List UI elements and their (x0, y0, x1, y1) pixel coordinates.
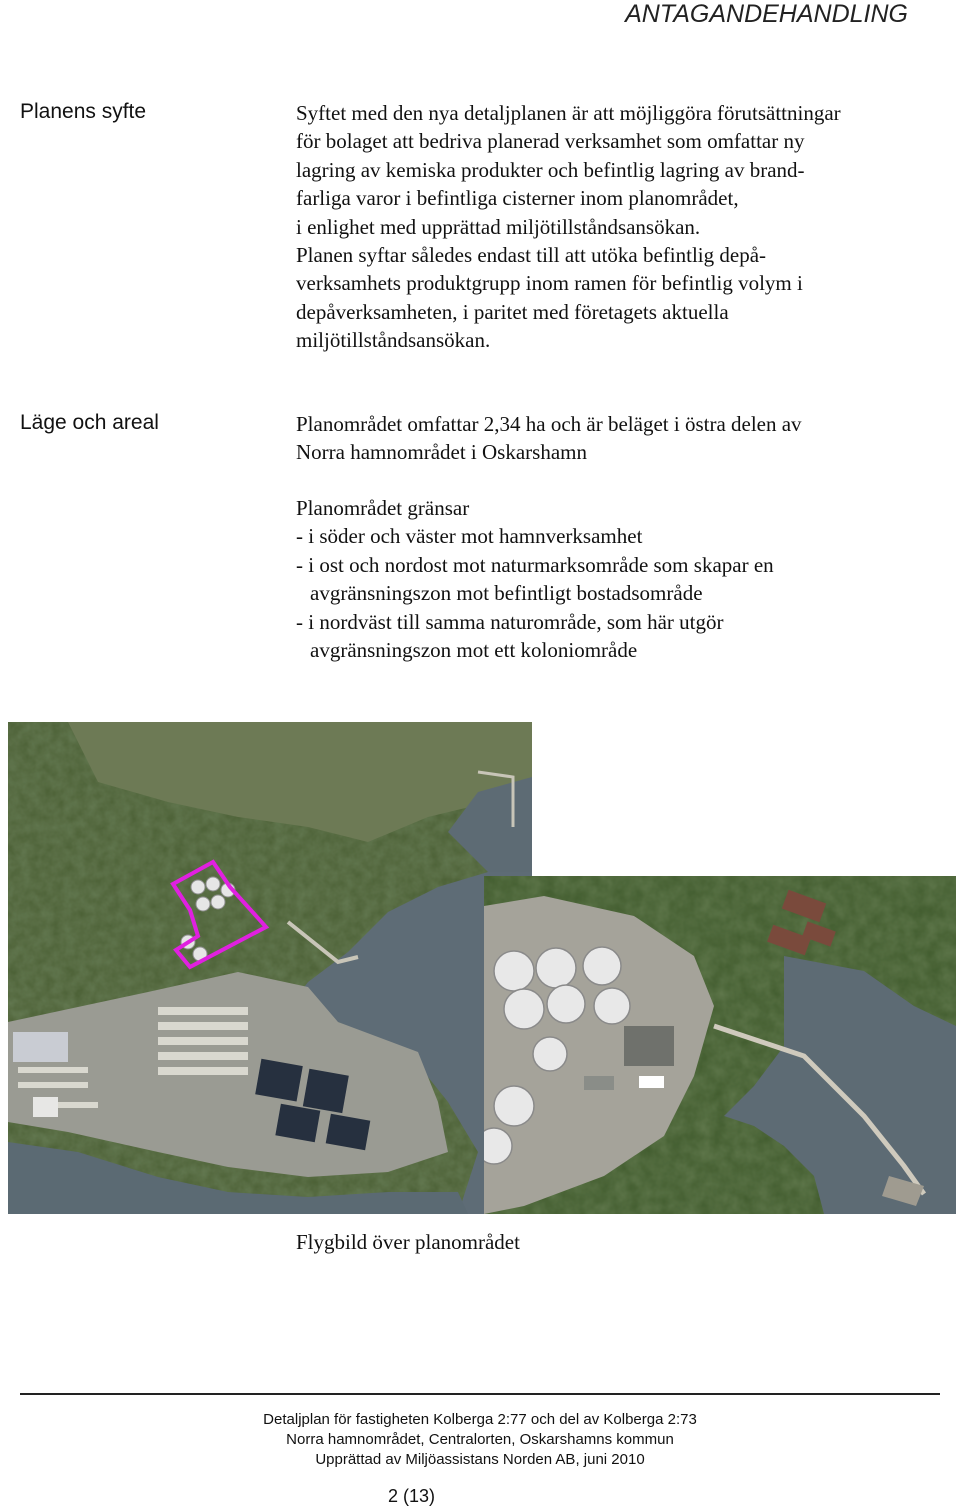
aerial-photo-detail (484, 876, 956, 1214)
purpose-line: farliga varor i befintliga cisterner inom planområdet, (296, 186, 739, 211)
section-label-location: Läge och areal (20, 411, 159, 434)
border-line: - i nordväst till samma naturområde, som här utgör (296, 609, 724, 634)
location-intro-line: Planområdet omfattar 2,34 ha och är beläget i östra delen av (296, 412, 802, 436)
footer-line-area: Norra hamnområdet, Centralorten, Oskarshamns kommun (286, 1431, 674, 1448)
border-line: avgränsningszon mot ett koloniområde (310, 638, 638, 663)
aerial-photo-overview (8, 722, 532, 1214)
footer-line-plan: Detaljplan för fastigheten Kolberga 2:77 och del av Kolberga 2:73 (263, 1411, 697, 1428)
purpose-line: Planen syftar således endast till att utöka befintlig depå- (296, 243, 767, 268)
aerial-detail-graphic (484, 876, 956, 1214)
document-status-heading: ANTAGANDEHANDLING (625, 0, 908, 28)
purpose-line: för bolaget att bedriva planerad verksamhet som omfattar ny (296, 129, 805, 154)
location-intro (296, 410, 896, 467)
figure-caption: Flygbild över planområdet (296, 1230, 520, 1254)
purpose-paragraph (296, 99, 896, 355)
footer-divider (20, 1393, 940, 1395)
location-borders (296, 494, 896, 664)
aerial-overview-graphic (8, 722, 532, 1214)
location-intro-line: Norra hamnområdet i Oskarshamn (296, 440, 587, 465)
footer (0, 1410, 960, 1470)
purpose-line: depåverksamheten, i paritet med företagets aktuella (296, 299, 729, 324)
border-heading: Planområdet gränsar (296, 496, 470, 520)
border-line: - i söder och väster mot hamnverksamhet (296, 524, 643, 549)
purpose-line: Syftet med den nya detaljplanen är att möjliggöra förutsättningar (296, 101, 841, 125)
footer-line-author: Upprättad av Miljöassistans Norden AB, juni 2010 (315, 1451, 645, 1468)
purpose-line: miljötillståndsansökan. (296, 328, 491, 353)
purpose-line: lagring av kemiska produkter och befintlig lagring av brand- (296, 157, 805, 182)
purpose-line: verksamhets produktgrupp inom ramen för befintlig volym i (296, 271, 803, 296)
purpose-line: i enlighet med upprättad miljötillståndsansökan. (296, 214, 701, 239)
border-line: - i ost och nordost mot naturmarksområde som skapar en (296, 552, 774, 577)
page-number: 2 (13) (388, 1486, 436, 1506)
section-label-purpose: Planens syfte (20, 100, 147, 123)
border-line: avgränsningszon mot befintligt bostadsområde (310, 581, 703, 606)
